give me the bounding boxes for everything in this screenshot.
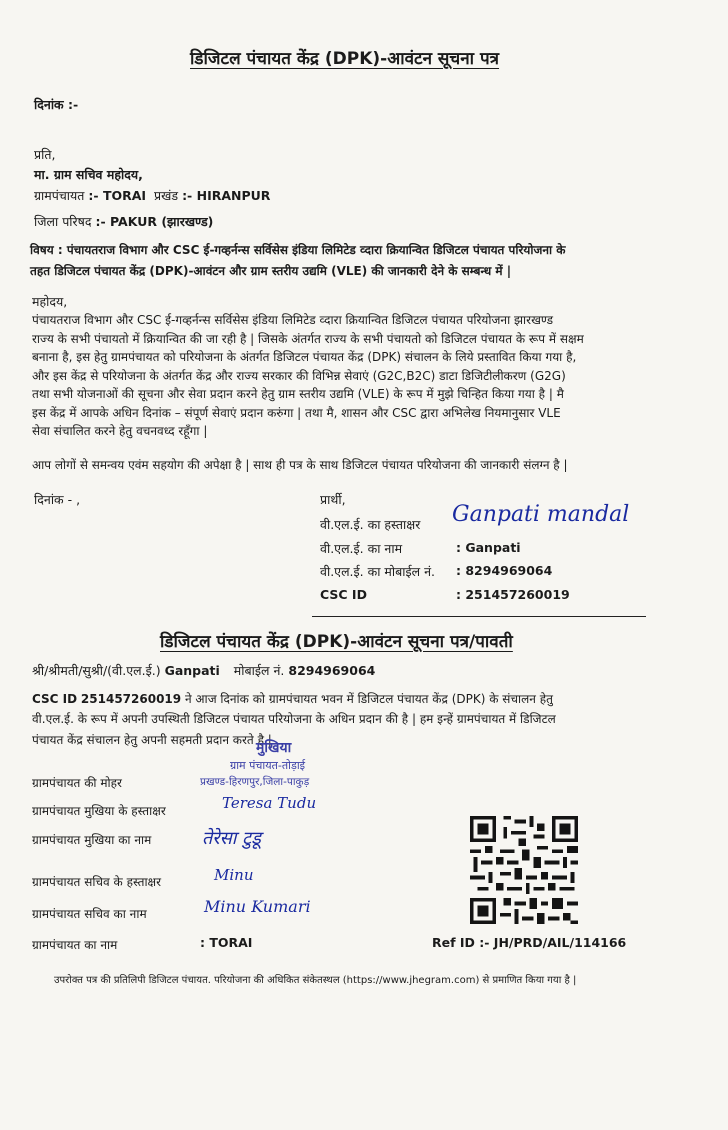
- receipt-csc-label: CSC ID: [32, 692, 78, 706]
- csc-id-value: : 251457260019: [456, 587, 570, 602]
- body-line: इस केंद्र में आपके अधिन दिनांक – संपूर्ण सेवाएं प्रदान करुंगा | तथा मै, शासन और CSC द्वारा अभिलेख नियमानुसार VLE: [32, 405, 561, 420]
- body-line: पंचायतराज विभाग और CSC ई-गव्हर्नन्स सर्विसेस इंडिया लिमिटेड व्दारा क्रियान्वित डिजिटल पंचायत परियोजना झारखण्ड: [32, 313, 554, 327]
- address-to: मा. ग्राम सचिव महोदय,: [34, 167, 143, 182]
- body-line: राज्य के सभी पंचायतो में क्रियान्वित की जा रही है | जिसके अंतर्गत राज्य के सभी पंचायतो को डिजिटल पंचायत के रूप में सक्षम: [32, 331, 584, 346]
- salutation: महोदय,: [32, 294, 68, 309]
- vle-sign-label: वी.एल.ई. का हस्ताक्षर: [320, 517, 421, 532]
- vle-prefix: श्री/श्रीमती/सुश्री/(वी.एल.ई.): [32, 663, 161, 678]
- body-line: सेवा संचालित करने हेतु वचनवध्द रहूँगा |: [32, 424, 208, 438]
- vle-name-label: वी.एल.ई. का नाम: [320, 541, 403, 556]
- csc-id-label: CSC ID: [320, 587, 367, 602]
- receipt-line-3: पंचायत केंद्र संचालन हेतु अपनी सहमती प्रदान करते है |: [32, 733, 272, 747]
- body-line: और इस केंद्र से परियोजना के अंतर्गत केंद्र और राज्य सरकार की विभिन्न सेवाएं (G2C,B2C) डाटा डिजिटीलीकरण (G2G): [32, 368, 566, 383]
- receipt-vle-name: Ganpati: [164, 663, 220, 678]
- vle-name-value: : Ganpati: [456, 540, 521, 555]
- page-title: डिजिटल पंचायत केंद्र (DPK)-आवंटन सूचना पत्र: [190, 49, 500, 69]
- body-line: बनाना है, इस हेतु ग्रामपंचायत को परियोजना के अंतर्गत डिजिटल पंचायत केंद्र (DPK) संचालन के लिये प्रस्तावित किया गया है,: [32, 350, 577, 364]
- district-value: :- PAKUR (झारखण्ड): [95, 214, 214, 229]
- secy-sign-label: ग्रामपंचायत सचिव के हस्ताक्षर: [32, 875, 162, 889]
- ref-id: Ref ID :- JH/PRD/AIL/114166: [432, 935, 627, 950]
- head-name-label: ग्रामपंचायत मुखिया का नाम: [32, 833, 152, 847]
- receipt-mobile-label: मोबाईल नं.: [233, 663, 285, 678]
- date2-label: दिनांक - ,: [34, 492, 81, 507]
- secy-name-value: Minu Kumari: [204, 897, 311, 916]
- stamp-line-1: ग्राम पंचायत-तोड़ाई: [230, 759, 306, 772]
- stamp-line-2: प्रखण्ड-हिरणपुर,जिला-पाकुड़: [200, 776, 310, 788]
- vle-signature: Ganpati mandal: [452, 502, 630, 527]
- vle-mobile-label: वी.एल.ई. का मोबाईल नं.: [320, 564, 436, 579]
- gp-name-label: ग्रामपंचायत का नाम: [32, 938, 118, 952]
- gp-name-value: : TORAI: [200, 935, 253, 950]
- closing-line: आप लोगों से समन्वय एवंम सहयोग की अपेक्षा है | साथ ही पत्र के साथ डिजिटल पंचायत परियोजना की जानकारी संलग्न है |: [32, 458, 568, 472]
- subject-line-2: तहत डिजिटल पंचायत केंद्र (DPK)-आवंटन और ग्राम स्तरीय उद्यमि (VLE) की जानकारी देने के सम्बन्ध में |: [30, 264, 512, 278]
- gp-value: :- TORAI: [88, 188, 147, 203]
- body-paragraph: [32, 311, 696, 441]
- seal-label: ग्रामपंचायत की मोहर: [32, 776, 122, 790]
- receipt-line-1-rest: ने आज दिनांक को ग्रामपंचायत भवन में डिजिटल पंचायत केंद्र (DPK) के संचालन हेतु: [184, 692, 553, 706]
- receipt-vle-row: [32, 662, 375, 679]
- qr-code-icon: [470, 812, 578, 928]
- body-line: तथा सभी योजनाओं की सूचना और सेवा प्रदान करने हेतु ग्राम स्तरीय उद्यमि (VLE) के रूप में मुझे चिन्हित किया गया है | मै: [32, 387, 564, 401]
- date-label: दिनांक :-: [34, 97, 79, 112]
- district-label: जिला परिषद: [34, 214, 92, 229]
- address-gp-row: [34, 187, 270, 204]
- block-value: :- HIRANPUR: [182, 188, 271, 203]
- stamp-title: मुखिया: [256, 740, 292, 756]
- footer-note: उपरोक्त पत्र की प्रतिलिपी डिजिटल पंचायत. परियोजना की अधिकित संकेतस्थल (https://www.jhegram.com) से प्रमाणित किया गया है |: [54, 975, 577, 986]
- address-district-row: [34, 213, 213, 230]
- block-label: प्रखंड: [154, 188, 179, 203]
- applicant-heading: प्रार्थी,: [320, 492, 346, 507]
- head-sign-label: ग्रामपंचायत मुखिया के हस्ताक्षर: [32, 804, 166, 818]
- vle-mobile-value: : 8294969064: [456, 563, 553, 578]
- secy-signature: Minu: [214, 866, 254, 884]
- head-signature: Teresa Tudu: [222, 794, 317, 812]
- gp-label: ग्रामपंचायत: [34, 188, 85, 203]
- secy-name-label: ग्रामपंचायत सचिव का नाम: [32, 907, 147, 921]
- section-divider: [312, 616, 646, 617]
- receipt-line-2: वी.एल.ई. के रूप में अपनी उपस्थिती डिजिटल पंचायत परियोजना के अधिन प्रदान की है | हम इन्हें ग्रामपंचायत में डिजिटल: [32, 712, 556, 726]
- head-name-value: तेरेसा टुडू: [202, 828, 261, 849]
- receipt-csc-value: 251457260019: [80, 692, 182, 706]
- receipt-mobile-value: 8294969064: [288, 663, 376, 678]
- receipt-title: डिजिटल पंचायत केंद्र (DPK)-आवंटन सूचना पत्र/पावती: [160, 632, 513, 652]
- address-prati: प्रति,: [34, 147, 56, 162]
- subject-line-1: विषय : पंचायतराज विभाग और CSC ई-गव्हर्नन्स सर्विसेस इंडिया लिमिटेड व्दारा क्रियान्वित डिजिटल पंचायत परियोजना के: [30, 243, 566, 257]
- receipt-line-1: [32, 690, 553, 707]
